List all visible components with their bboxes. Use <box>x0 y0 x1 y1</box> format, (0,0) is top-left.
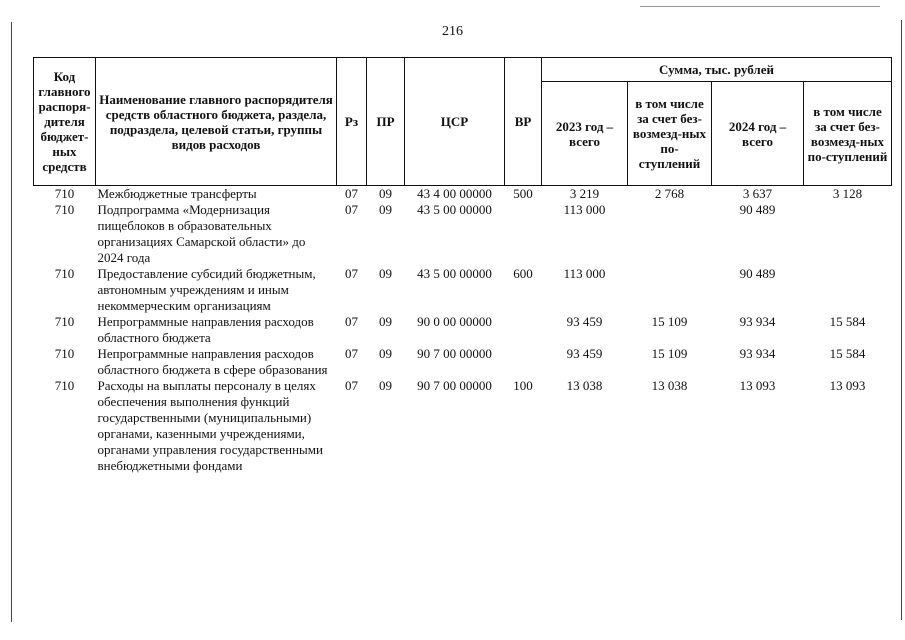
left-margin-line <box>11 22 12 622</box>
header-code: Код главного распоря-дителя бюджет-ных средств <box>34 58 96 186</box>
header-vr: ВР <box>505 58 542 186</box>
cell-pr: 09 <box>379 186 392 201</box>
cell-2023-free: 15 109 <box>651 346 688 361</box>
table-row <box>34 314 892 346</box>
cell-2023-total: 113 000 <box>563 202 606 217</box>
cell-pr: 09 <box>379 346 392 361</box>
header-rz: Рз <box>337 58 367 186</box>
cell-code: 710 <box>54 266 75 281</box>
cell-2024-free: 15 584 <box>829 314 866 329</box>
cell-2024-total: 90 489 <box>739 266 776 281</box>
cell-rz: 07 <box>345 314 358 329</box>
cell-2023-total: 93 459 <box>566 346 603 361</box>
cell-2024-free: 3 128 <box>832 186 863 201</box>
cell-2024-total: 13 093 <box>739 378 776 393</box>
table-row <box>34 378 892 474</box>
header-sum: Сумма, тыс. рублей <box>542 58 892 82</box>
table-row <box>34 266 892 314</box>
cell-csr: 43 5 00 00000 <box>417 202 492 217</box>
cell-pr: 09 <box>379 202 392 217</box>
cell-csr: 43 5 00 00000 <box>417 266 492 281</box>
cell-code: 710 <box>54 202 75 217</box>
cell-pr: 09 <box>379 314 392 329</box>
cell-name: Непрограммные направления расходов областного бюджета <box>97 314 314 345</box>
cell-vr <box>505 202 542 266</box>
cell-rz: 07 <box>345 266 358 281</box>
header-name: Наименование главного распорядителя средств областного бюджета, раздела, подраздела, целевой статьи, группы видов расходов <box>96 58 337 186</box>
cell-2023-free <box>628 266 712 314</box>
cell-csr: 90 7 00 00000 <box>417 346 492 361</box>
top-scan-line <box>640 6 880 7</box>
cell-vr <box>505 314 542 346</box>
cell-code: 710 <box>54 346 75 361</box>
cell-2024-total: 3 637 <box>742 186 773 201</box>
cell-2024-free <box>804 202 892 266</box>
right-margin-line <box>901 20 902 620</box>
cell-csr: 90 0 00 00000 <box>417 314 492 329</box>
cell-2023-free <box>628 202 712 266</box>
page-number: 216 <box>442 24 463 39</box>
cell-name: Расходы на выплаты персоналу в целях обеспечения выполнения функций государственными (муниципальными) органами, казенными учреждениями, органами управления государственными внебюджетными фондами <box>97 378 323 473</box>
budget-table <box>33 57 892 474</box>
cell-vr <box>505 346 542 378</box>
cell-2024-total: 93 934 <box>739 314 776 329</box>
cell-csr: 90 7 00 00000 <box>417 378 492 393</box>
cell-pr: 09 <box>379 378 392 393</box>
cell-name: Межбюджетные трансферты <box>97 186 257 201</box>
cell-2023-total: 3 219 <box>569 186 600 201</box>
cell-rz: 07 <box>345 202 358 217</box>
cell-2023-free: 15 109 <box>651 314 688 329</box>
cell-vr: 600 <box>513 266 533 281</box>
cell-2024-free: 13 093 <box>829 378 866 393</box>
cell-code: 710 <box>54 314 75 329</box>
cell-vr: 500 <box>513 186 533 201</box>
cell-code: 710 <box>54 186 75 201</box>
cell-2023-free: 13 038 <box>651 378 688 393</box>
header-pr: ПР <box>367 58 405 186</box>
header-2023-total: 2023 год – всего <box>542 82 628 186</box>
table-row <box>34 346 892 378</box>
cell-name: Предоставление субсидий бюджетным, автономным учреждениям и иным некоммерческим организациям <box>97 266 316 313</box>
table-row <box>34 202 892 266</box>
cell-rz: 07 <box>345 378 358 393</box>
cell-name: Непрограммные направления расходов областного бюджета в сфере образования <box>97 346 328 377</box>
cell-2023-total: 93 459 <box>566 314 603 329</box>
cell-2023-free: 2 768 <box>654 186 685 201</box>
cell-2023-total: 13 038 <box>566 378 603 393</box>
cell-csr: 43 4 00 00000 <box>417 186 492 201</box>
cell-rz: 07 <box>345 186 358 201</box>
header-csr: ЦСР <box>405 58 505 186</box>
cell-vr: 100 <box>513 378 533 393</box>
cell-code: 710 <box>54 378 75 393</box>
table-header <box>34 58 892 186</box>
header-2024-free: в том числе за счет без-возмезд-ных по-ступлений <box>804 82 892 186</box>
cell-rz: 07 <box>345 346 358 361</box>
cell-2024-free: 15 584 <box>829 346 866 361</box>
cell-2023-total: 113 000 <box>563 266 606 281</box>
header-2023-free: в том числе за счет без-возмезд-ных по-ступлений <box>628 82 712 186</box>
cell-name: Подпрограмма «Модернизация пищеблоков в образовательных организациях Самарской области» до 2024 года <box>97 202 306 265</box>
table-row <box>34 186 892 203</box>
cell-2024-total: 90 489 <box>739 202 776 217</box>
cell-pr: 09 <box>379 266 392 281</box>
header-2024-total: 2024 год – всего <box>712 82 804 186</box>
table-body <box>34 186 892 475</box>
cell-2024-total: 93 934 <box>739 346 776 361</box>
cell-2024-free <box>804 266 892 314</box>
